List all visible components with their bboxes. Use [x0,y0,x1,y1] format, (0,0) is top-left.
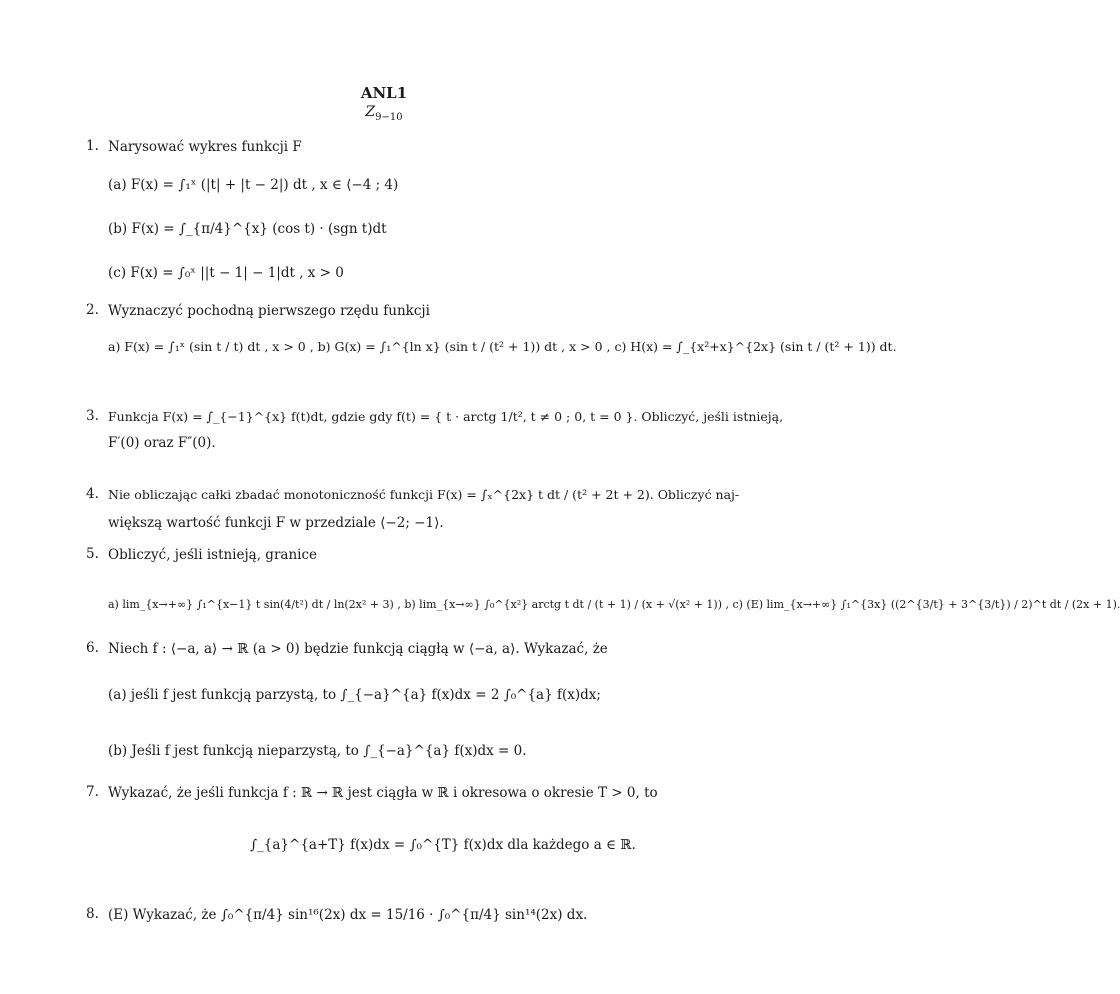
item-text: Wyznaczyć pochodną pierwszego rzędu funkcji [108,303,430,319]
item-number: 7. [86,784,99,800]
page-subtitle: $Z_{9-10}$ [365,104,403,123]
item-text: Obliczyć, jeśli istnieją, granice [108,547,318,563]
item-number: 3. [86,408,99,424]
item-text-continued: większą wartość funkcji F w przedziale ⟨−2; −1⟩. [108,515,444,531]
item-text-continued: F′(0) oraz F″(0). [108,435,216,451]
item-part: (c) F(x) = ∫₀ˣ ||t − 1| − 1|dt , x > 0 [108,265,344,281]
item-part: (a) F(x) = ∫₁ˣ (|t| + |t − 2|) dt , x ∈ ⟨−4 ; 4) [108,177,399,193]
item-number: 6. [86,640,99,656]
item-text: (E) Wykazać, że ∫₀^{π/4} sin¹⁶(2x) dx = 15/16 · ∫₀^{π/4} sin¹⁴(2x) dx. [108,907,588,923]
item-formula: a) lim_{x→+∞} ∫₁^{x−1} t sin(4/t²) dt / ln(2x² + 3) , b) lim_{x→∞} ∫₀^{x²} arctg t dt / (t + 1) / (x + √(x² + 1)) , c) (E) lim_{x→+∞} ∫₁^{3x} ((2^{3/t} + 3^{3/t}) / 2)^t dt / (2x + 1). [108,598,1120,611]
item-number: 4. [86,486,99,502]
item-part: (b) F(x) = ∫_{π/4}^{x} (cos t) · (sgn t)dt [108,221,387,237]
item-number: 8. [86,906,99,922]
item-text: Niech f : ⟨−a, a⟩ → ℝ (a > 0) będzie funkcją ciągłą w ⟨−a, a⟩. Wykazać, że [108,641,608,657]
page-title: ANL1 [360,84,408,102]
item-part: (b) Jeśli f jest funkcją nieparzystą, to ∫_{−a}^{a} f(x)dx = 0. [108,743,527,759]
item-text: Wykazać, że jeśli funkcja f : ℝ → ℝ jest ciągła w ℝ i okresowa o okresie T > 0, to [108,785,658,801]
item-text: Funkcja F(x) = ∫_{−1}^{x} f(t)dt, gdzie gdy f(t) = { t · arctg 1/t², t ≠ 0 ; 0, t = 0 }. Obliczyć, jeśli istnieją, [108,409,784,424]
item-number: 2. [86,302,99,318]
item-formula: ∫_{a}^{a+T} f(x)dx = ∫₀^{T} f(x)dx dla każdego a ∈ ℝ. [250,837,636,853]
item-text: Nie obliczając całki zbadać monotoniczność funkcji F(x) = ∫ₓ^{2x} t dt / (t² + 2t + 2). Obliczyć naj- [108,487,740,502]
item-number: 1. [86,138,99,154]
item-formula: a) F(x) = ∫₁ˣ (sin t / t) dt , x > 0 , b) G(x) = ∫₁^{ln x} (sin t / (t² + 1)) dt , x > 0 , c) H(x) = ∫_{x²+x}^{2x} (sin t / (t² + 1)) dt. [108,339,897,354]
item-text: Narysować wykres funkcji F [108,139,302,155]
item-number: 5. [86,546,99,562]
item-part: (a) jeśli f jest funkcją parzystą, to ∫_{−a}^{a} f(x)dx = 2 ∫₀^{a} f(x)dx; [108,687,601,703]
